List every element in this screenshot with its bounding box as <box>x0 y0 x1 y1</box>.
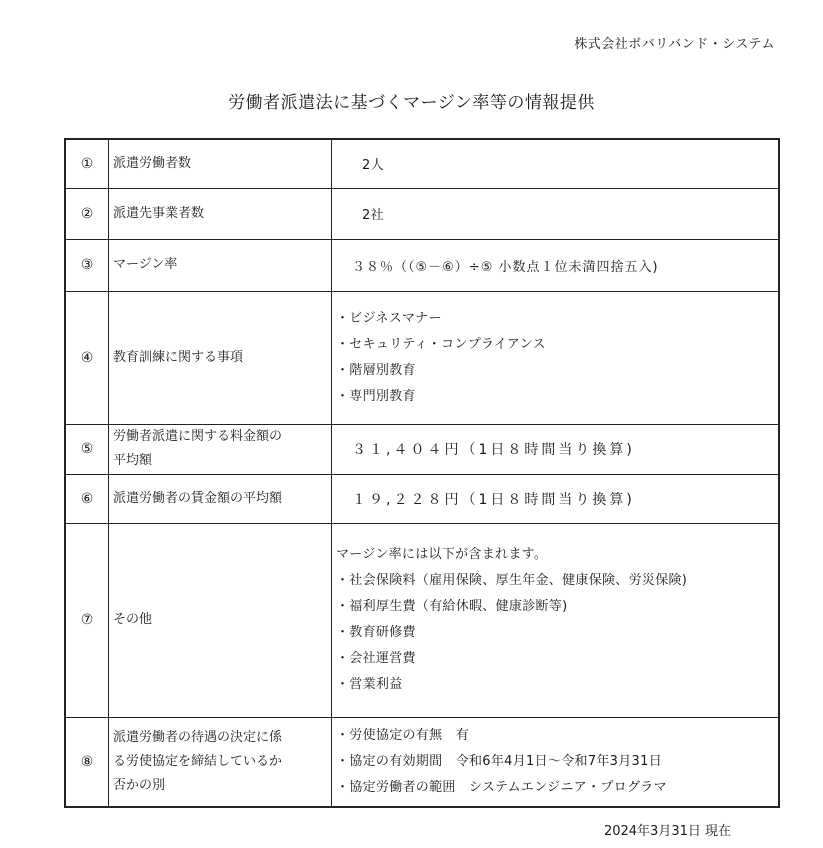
table-row <box>65 717 779 807</box>
page-title: 労働者派遣法に基づくマージン率等の情報提供 <box>228 93 595 113</box>
list-item: ・専門別教育 <box>336 388 416 404</box>
row-value-list <box>332 523 780 717</box>
row-value-list <box>332 717 780 807</box>
row-number: ④ <box>65 291 109 424</box>
list-item: マージン率には以下が含まれます。 <box>336 547 548 562</box>
row-number: ⑤ <box>65 424 109 474</box>
list-item: ・教育研修費 <box>336 625 416 640</box>
table-row <box>65 523 779 717</box>
label-line: 労働者派遣に関する料金額の <box>113 429 283 444</box>
row-number: ⑧ <box>65 717 109 807</box>
row-value-list <box>332 291 780 424</box>
list-item: ・セキュリティ・コンプライアンス <box>336 336 546 352</box>
list-item: ・営業利益 <box>336 677 403 692</box>
label-line: 否かの別 <box>113 777 166 793</box>
row-number: ③ <box>65 239 109 291</box>
table-row <box>65 139 779 188</box>
row-label: マージン率 <box>109 239 332 291</box>
table-row <box>65 291 779 424</box>
list-item: ・会社運営費 <box>336 651 416 666</box>
table-row <box>65 239 779 291</box>
list-item: ・社会保険料（雇用保険、厚生年金、健康保険、労災保険) <box>336 573 688 588</box>
table-row <box>65 188 779 239</box>
list-item: ・福利厚生費（有給休暇、健康診断等) <box>336 599 568 614</box>
row-value: 2社 <box>332 188 780 239</box>
row-value: 2人 <box>332 139 780 188</box>
row-label: 派遣先事業者数 <box>109 188 332 239</box>
row-label: 派遣労働者数 <box>109 139 332 188</box>
label-line: る労使協定を締結しているか <box>113 753 283 769</box>
row-number: ⑦ <box>65 523 109 717</box>
list-item: ・協定労働者の範囲 システムエンジニア・プログラマ <box>336 779 667 795</box>
row-number: ① <box>65 139 109 188</box>
table-row <box>65 474 779 523</box>
label-line: 平均額 <box>113 453 153 468</box>
list-item: ・階層別教育 <box>336 362 416 378</box>
row-label: 教育訓練に関する事項 <box>109 291 332 424</box>
list-item: ・協定の有効期間 令和6年4月1日～令和7年3月31日 <box>336 753 662 769</box>
as-of-date: 2024年3月31日 現在 <box>603 824 731 839</box>
info-table <box>64 138 780 808</box>
row-value: ３１,４０４円（1日８時間当り換算) <box>332 424 780 474</box>
row-label: その他 <box>109 523 332 717</box>
row-label: 派遣労働者の賃金額の平均額 <box>109 474 332 523</box>
row-value: １９,２２８円（1日８時間当り換算) <box>332 474 780 523</box>
row-label <box>109 717 332 807</box>
table-row <box>65 424 779 474</box>
row-number: ⑥ <box>65 474 109 523</box>
company-name: 株式会社ボバリバンド・システム <box>574 37 775 52</box>
list-item: ・労使協定の有無 有 <box>336 727 470 743</box>
row-number: ② <box>65 188 109 239</box>
row-label <box>109 424 332 474</box>
row-value: ３８％（（⑤－⑥）÷⑤ 小数点１位未満四捨五入) <box>332 239 780 291</box>
label-line: 派遣労働者の待遇の決定に係 <box>113 729 283 745</box>
list-item: ・ビジネスマナー <box>336 310 442 326</box>
